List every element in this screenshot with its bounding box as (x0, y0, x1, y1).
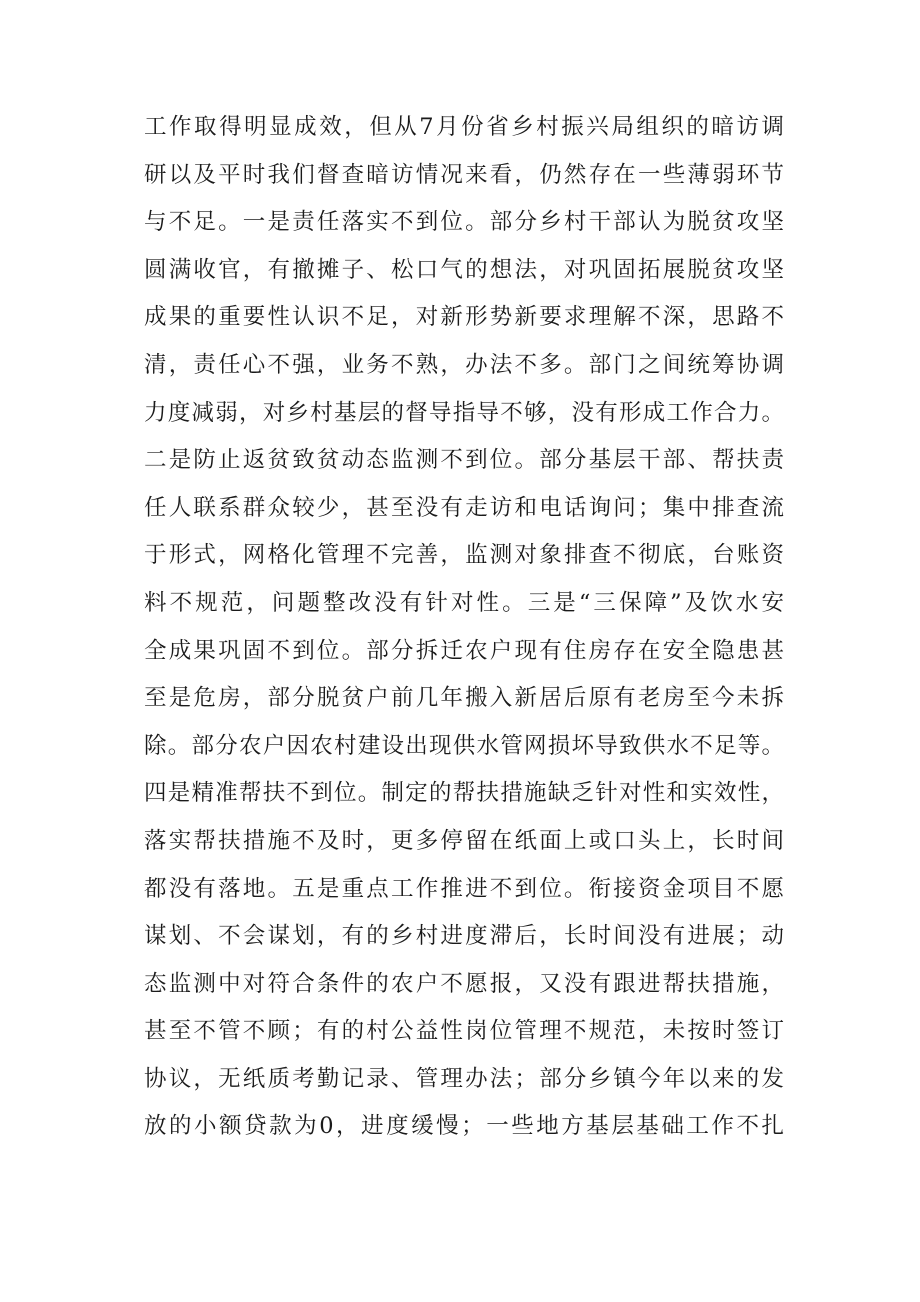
text-line: 成果的重要性认识不足，对新形势新要求理解不深，思路不 (144, 304, 784, 331)
body-text (144, 104, 784, 1151)
text-line: 任人联系群众较少，甚至没有走访和电话询问；集中排查流 (144, 494, 784, 521)
text-line: 研以及平时我们督查暗访情况来看，仍然存在一些薄弱环节 (144, 161, 784, 188)
text-line: 除。部分农户因农村建设出现供水管网损坏导致供水不足等。 (144, 732, 784, 759)
text-line: 落实帮扶措施不及时，更多停留在纸面上或口头上，长时间 (144, 827, 784, 854)
text-line: 态监测中对符合条件的农户不愿报，又没有跟进帮扶措施， (144, 970, 784, 997)
text-line: 四是精准帮扶不到位。制定的帮扶措施缺乏针对性和实效性， (144, 780, 784, 807)
text-line: 二是防止返贫致贫动态监测不到位。部分基层干部、帮扶责 (144, 447, 784, 474)
text-line: 放的小额贷款为0，进度缓慢；一些地方基层基础工作不扎 (144, 1113, 784, 1140)
text-line: 都没有落地。五是重点工作推进不到位。衔接资金项目不愿 (144, 875, 784, 902)
text-line: 清，责任心不强，业务不熟，办法不多。部门之间统筹协调 (144, 351, 784, 378)
text-line: 甚至不管不顾；有的村公益性岗位管理不规范，未按时签订 (144, 1018, 784, 1045)
text-line: 谋划、不会谋划，有的乡村进度滞后，长时间没有进展；动 (144, 923, 784, 950)
text-line: 于形式，网格化管理不完善，监测对象排查不彻底，台账资 (144, 542, 784, 569)
text-line: 全成果巩固不到位。部分拆迁农户现有住房存在安全隐患甚 (144, 637, 784, 664)
text-line: 与不足。一是责任落实不到位。部分乡村干部认为脱贫攻坚 (144, 209, 784, 236)
text-line: 圆满收官，有撤摊子、松口气的想法，对巩固拓展脱贫攻坚 (144, 256, 784, 283)
text-line: 至是危房，部分脱贫户前几年搬入新居后原有老房至今未拆 (144, 685, 784, 712)
text-line: 协议，无纸质考勤记录、管理办法；部分乡镇今年以来的发 (144, 1065, 784, 1092)
text-line: 料不规范，问题整改没有针对性。三是“三保障”及饮水安 (144, 589, 784, 616)
text-line: 工作取得明显成效，但从7月份省乡村振兴局组织的暗访调 (144, 114, 784, 140)
text-line: 力度减弱，对乡村基层的督导指导不够，没有形成工作合力。 (144, 399, 784, 426)
